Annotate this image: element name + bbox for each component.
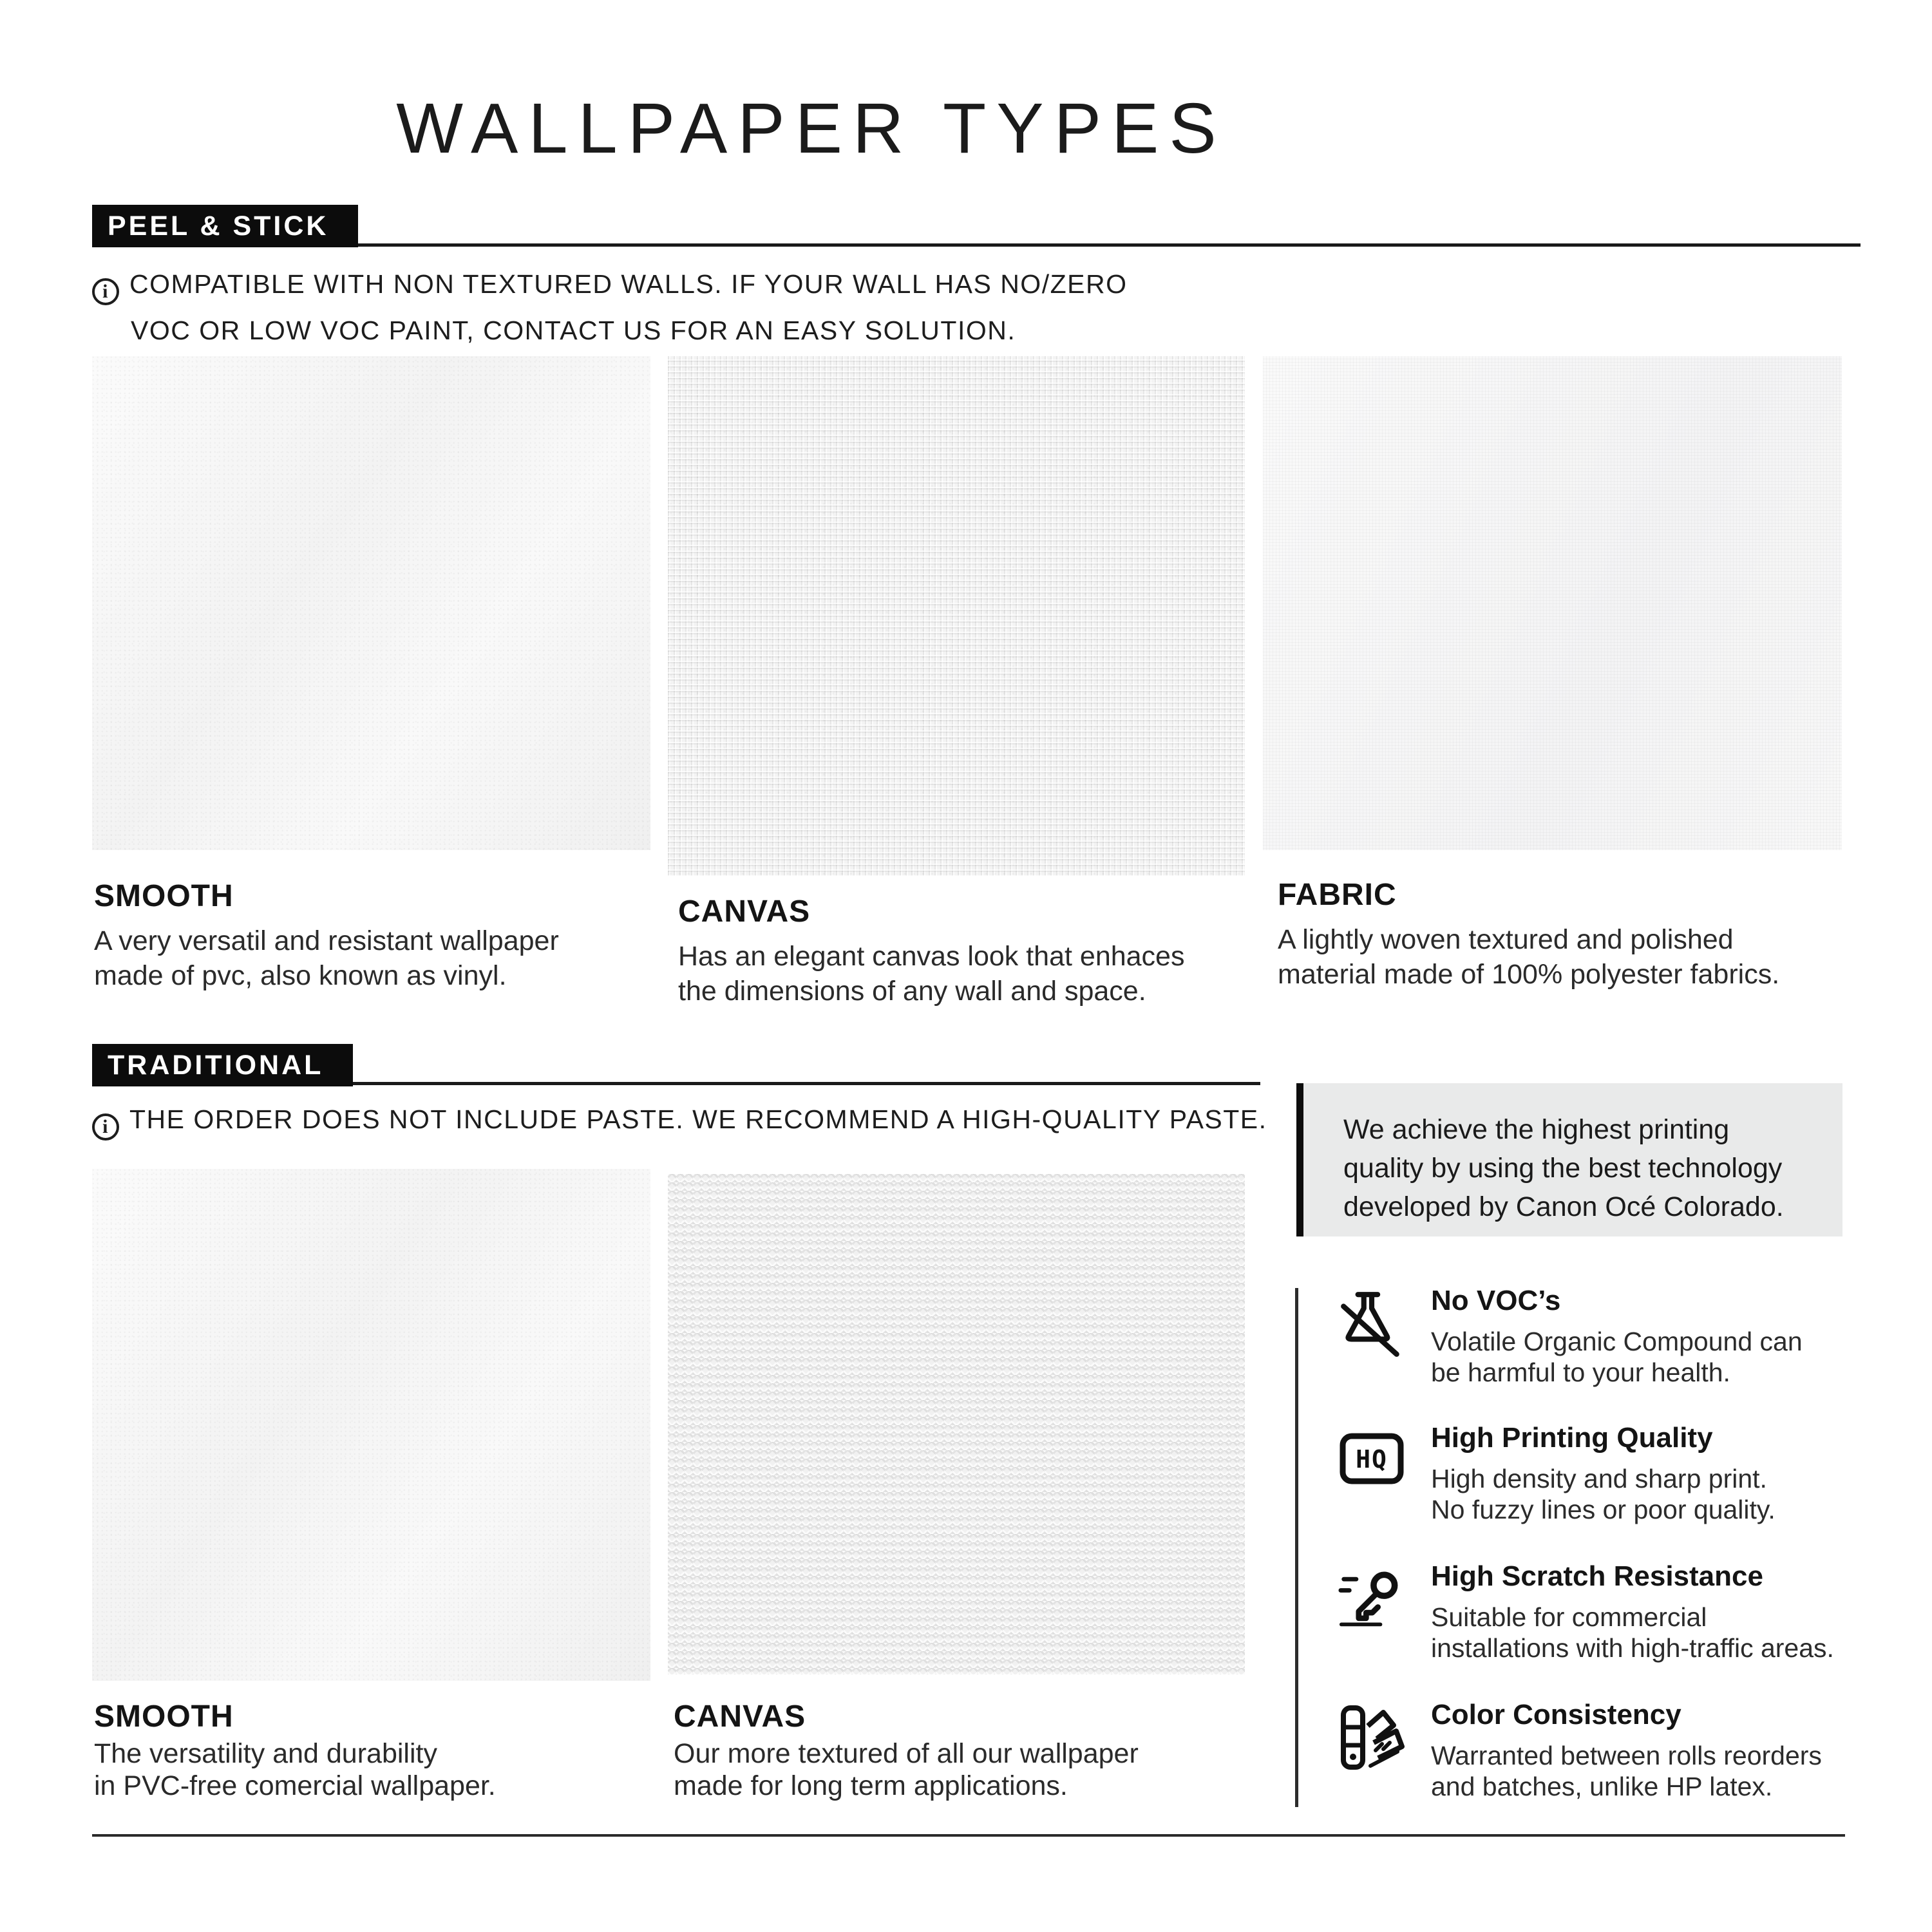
peel-stick-note — [92, 261, 1127, 354]
traditional-canvas-description: Our more textured of all our wallpaper made for long term applications. — [674, 1738, 1139, 1801]
peel-stick-smooth-swatch-image — [92, 356, 650, 850]
feature-description: High density and sharp print. No fuzzy lines or poor quality. — [1431, 1464, 1776, 1524]
scratch-resistance-key-icon — [1338, 1564, 1405, 1631]
peel-stick-section-label: PEEL & STICK — [92, 205, 358, 247]
feature-color-consistency — [1334, 1699, 1856, 1802]
peel-stick-fabric-description: A lightly woven textured and polished material made of 100% polyester fabrics. — [1278, 924, 1780, 990]
feature-title: No VOC’s — [1431, 1285, 1561, 1316]
peel-stick-canvas-name: CANVAS — [678, 895, 811, 929]
traditional-smooth-name: SMOOTH — [94, 1700, 234, 1734]
peel-stick-note-line-1: i COMPATIBLE WITH NON TEXTURED WALLS. IF YOUR WALL HAS NO/ZERO — [92, 261, 1127, 307]
peel-stick-smooth-name: SMOOTH — [94, 879, 234, 913]
traditional-smooth-description: The versatility and durability in PVC-free comercial wallpaper. — [94, 1738, 496, 1801]
traditional-note-line-1: i THE ORDER DOES NOT INCLUDE PASTE. WE RECOMMEND A HIGH-QUALITY PASTE. — [92, 1096, 1267, 1142]
feature-description: Volatile Organic Compound can be harmful to your health. — [1431, 1327, 1803, 1387]
peel-stick-smooth-description: A very versatil and resistant wallpaper made of pvc, also known as vinyl. — [94, 925, 559, 991]
traditional-canvas-swatch-image — [668, 1174, 1245, 1674]
printing-quality-note-text: We achieve the highest printing quality by using the best technology developed by Canon Océ Colorado. — [1343, 1114, 1784, 1222]
peel-stick-note-line-2: VOC OR LOW VOC PAINT, CONTACT US FOR AN EASY SOLUTION. — [131, 316, 1016, 345]
feature-description: Warranted between rolls reorders and batches, unlike HP latex. — [1431, 1741, 1822, 1801]
peel-stick-canvas-swatch-image — [668, 356, 1245, 876]
traditional-smooth-swatch-image — [92, 1169, 650, 1681]
bottom-rule — [92, 1834, 1845, 1837]
feature-title: Color Consistency — [1431, 1699, 1681, 1730]
traditional-canvas-name: CANVAS — [674, 1700, 806, 1734]
feature-title: High Printing Quality — [1431, 1422, 1713, 1454]
color-swatches-icon — [1338, 1703, 1405, 1772]
feature-description: Suitable for commercial installations with high-traffic areas. — [1431, 1602, 1834, 1663]
traditional-note — [92, 1096, 1267, 1142]
feature-high-printing-quality — [1334, 1422, 1856, 1525]
svg-text:HQ: HQ — [1356, 1445, 1388, 1473]
peel-stick-fabric-swatch-image — [1263, 356, 1842, 850]
traditional-section-label: TRADITIONAL — [92, 1044, 353, 1086]
feature-title: High Scratch Resistance — [1431, 1560, 1763, 1592]
no-voc-flask-icon — [1338, 1289, 1405, 1361]
peel-stick-canvas-description: Has an elegant canvas look that enhaces the dimensions of any wall and space. — [678, 941, 1185, 1007]
peel-stick-section-rule — [93, 243, 1861, 247]
page-title: WALLPAPER TYPES — [396, 89, 1227, 168]
feature-high-scratch-resistance — [1334, 1560, 1856, 1663]
feature-no-vocs — [1334, 1285, 1856, 1388]
info-icon: i — [92, 1113, 119, 1141]
features-divider-line — [1295, 1288, 1298, 1807]
printing-quality-note-box — [1296, 1083, 1842, 1236]
hq-badge-icon — [1338, 1431, 1405, 1486]
info-icon: i — [92, 278, 119, 305]
peel-stick-fabric-name: FABRIC — [1278, 878, 1397, 912]
